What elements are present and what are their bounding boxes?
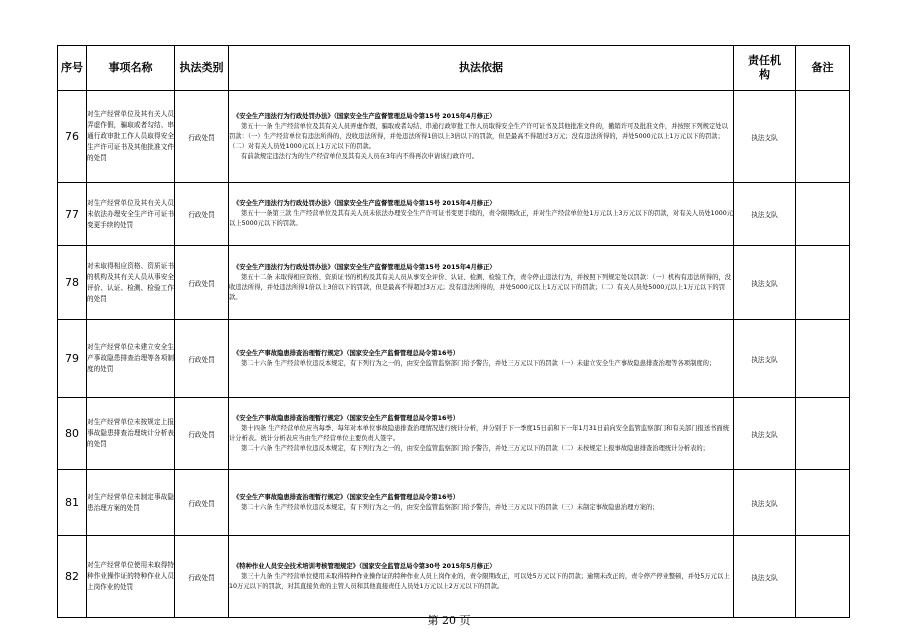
basis-paragraph: 第二十六条 生产经营单位违反本规定，有下列行为之一的，由安全监管监察部门给予警告，并处三万元以下的罚款（三）未制定事故隐患治理方案的； <box>241 503 659 511</box>
table-row <box>58 398 850 470</box>
item-name: 对生产经营单位未制定事故隐患治理方案的处罚 <box>87 470 175 536</box>
basis-paragraph: 第二十六条 生产经营单位违反本规定，有下列行为之一的，由安全监管监察部门给予警告，并处三万元以下的罚款（二）未按规定上报事故隐患排查治理统计分析表的； <box>241 444 709 452</box>
remark <box>796 320 850 398</box>
row-number: 78 <box>58 246 87 320</box>
enforcement-basis <box>229 91 734 183</box>
remark <box>796 246 850 320</box>
remark <box>796 470 850 536</box>
table-row <box>58 246 850 320</box>
row-number: 80 <box>58 398 87 470</box>
responsible-unit: 执法支队 <box>734 536 796 618</box>
remark <box>796 183 850 246</box>
enforcement-table <box>57 45 850 618</box>
basis-regulation-title: 《安全生产事故隐患排查治理暂行规定》（国家安全生产监督管理总局令第16号） <box>233 493 460 501</box>
enforcement-basis <box>229 183 734 246</box>
page-number: 第 20 页 <box>427 614 471 627</box>
enforcement-basis <box>229 320 734 398</box>
enforcement-basis <box>229 536 734 618</box>
remark <box>796 536 850 618</box>
remark <box>796 398 850 470</box>
header-name: 事项名称 <box>87 46 175 91</box>
header-category: 执法类别 <box>175 46 229 91</box>
responsible-unit: 执法支队 <box>734 91 796 183</box>
header-no: 序号 <box>58 46 87 91</box>
row-number: 77 <box>58 183 87 246</box>
header-remark: 备注 <box>796 46 850 91</box>
row-number: 82 <box>58 536 87 618</box>
table-row <box>58 320 850 398</box>
responsible-unit: 执法支队 <box>734 246 796 320</box>
basis-regulation-title: 《特种作业人员安全技术培训考核管理规定》（国家安全监管总局令第30号 2015年5月修正） <box>233 562 496 570</box>
basis-regulation-title: 《安全生产事故隐患排查治理暂行规定》（国家安全生产监督管理总局令第16号） <box>233 414 460 422</box>
basis-paragraph: 第十四条 生产经营单位应当每季、每年对本单位事故隐患排查治理情况进行统计分析，并分别于下一季度15日前和下一年1月31日前向安全监管监察部门和有关部门报送书面统计分析表。统计分析表应当由生产经营单位主要负责人签字。 <box>229 424 730 442</box>
enforcement-category: 行政处罚 <box>175 91 229 183</box>
responsible-unit: 执法支队 <box>734 320 796 398</box>
enforcement-basis <box>229 470 734 536</box>
table-row <box>58 536 850 618</box>
header-unit: 责任机构 <box>734 46 796 91</box>
basis-paragraph: 第三十九条 生产经营单位使用未取得特种作业操作证的特种作业人员上岗作业的，责令限期改正，可以处5万元以下的罚款；逾期未改正的，责令停产停业整顿，并处5万元以上10万元以下的罚款，对其直接负责的主管人员和其他直接责任人员处1万元以上2万元以下的罚款。 <box>229 572 730 590</box>
item-name: 对生产经营单位未建立安全生产事故隐患排查治理等各项制度的处罚 <box>87 320 175 398</box>
basis-paragraph: 第五十一条 生产经营单位及其有关人员弄虚作假，骗取或者勾结、串通行政审批工作人员取得安全生产许可证书及其他批准文件的，撤销许可及批准文件，并按照下列规定处以罚款：（一）生产经营单位有违法所得的，没收违法所得，并处违法所得1倍以上3倍以下的罚款，但是最高不得超过3万元；没有违法所得的，并处5000元以上1万元以下的罚款；（二）对有关人员处1000元以上1万元以下的罚款。 <box>229 122 728 150</box>
enforcement-category: 行政处罚 <box>175 183 229 246</box>
table-header-row <box>58 46 850 91</box>
row-number: 81 <box>58 470 87 536</box>
responsible-unit: 执法支队 <box>734 398 796 470</box>
table-row <box>58 91 850 183</box>
basis-paragraph: 第五十一条第三款 生产经营单位及其有关人员未依法办理安全生产许可证书变更手续的，责令限期改正，并对生产经营单位处1万元以上3万元以下的罚款，对有关人员处1000元以上5000元以下的罚款。 <box>229 210 734 227</box>
enforcement-category: 行政处罚 <box>175 246 229 320</box>
table-row <box>58 470 850 536</box>
row-number: 76 <box>58 91 87 183</box>
header-basis: 执法依据 <box>229 46 734 91</box>
item-name: 对未取得相应资格、资质证书的机构及其有关人员从事安全评价、认证、检测、检验工作的处罚 <box>87 246 175 320</box>
enforcement-basis <box>229 398 734 470</box>
responsible-unit: 执法支队 <box>734 183 796 246</box>
enforcement-basis <box>229 246 734 320</box>
basis-regulation-title: 《安全生产违法行为行政处罚办法》（国家安全生产监督管理总局令第15号 2015年4月修正） <box>233 112 496 120</box>
item-name: 对生产经营单位及其有关人员弄虚作假，骗取或者勾结、串通行政审批工作人员取得安全生产许可证书及其他批准文件的处罚 <box>87 91 175 183</box>
basis-regulation-title: 《安全生产事故隐患排查治理暂行规定》（国家安全生产监督管理总局令第16号） <box>233 349 460 357</box>
item-name: 对生产经营单位及其有关人员未依法办理安全生产许可证书变更手续的处罚 <box>87 183 175 246</box>
basis-paragraph: 第五十二条 未取得相应资格、资质证书的机构及其有关人员从事安全评价、认证、检测、检验工作，责令停止违法行为，并按照下列规定处以罚款：（一）机构有违法所得的，没收违法所得，并处违法所得1倍以上3倍以下的罚款，但是最高不得超过3万元；没有违法所得的，并处5000元以上1万元以下的罚款；（二）有关人员处5000元以上1万元以下的罚款。 <box>229 273 732 301</box>
enforcement-category: 行政处罚 <box>175 536 229 618</box>
basis-paragraph: 第二十六条 生产经营单位违反本规定，有下列行为之一的，由安全监管监察部门给予警告，并处三万元以下的罚款（一）未建立安全生产事故隐患排查治理等各项制度的； <box>241 359 716 367</box>
item-name: 对生产经营单位未按规定上报事故隐患排查治理统计分析表的处罚 <box>87 398 175 470</box>
enforcement-category: 行政处罚 <box>175 470 229 536</box>
enforcement-category: 行政处罚 <box>175 398 229 470</box>
item-name: 对生产经营单位使用未取得特种作业操作证的特种作业人员上岗作业的处罚 <box>87 536 175 618</box>
remark <box>796 91 850 183</box>
enforcement-category: 行政处罚 <box>175 320 229 398</box>
row-number: 79 <box>58 320 87 398</box>
table-row <box>58 183 850 246</box>
basis-paragraph: 有前款规定违法行为的生产经营单位及其有关人员在3年内不得再次申请该行政许可。 <box>241 152 478 160</box>
basis-regulation-title: 《安全生产违法行为行政处罚办法》（国家安全生产监督管理总局令第15号 2015年4月修正） <box>233 200 496 207</box>
responsible-unit: 执法支队 <box>734 470 796 536</box>
basis-regulation-title: 《安全生产违法行为行政处罚办法》（国家安全生产监督管理总局令第15号 2015年4月修正） <box>233 263 496 271</box>
